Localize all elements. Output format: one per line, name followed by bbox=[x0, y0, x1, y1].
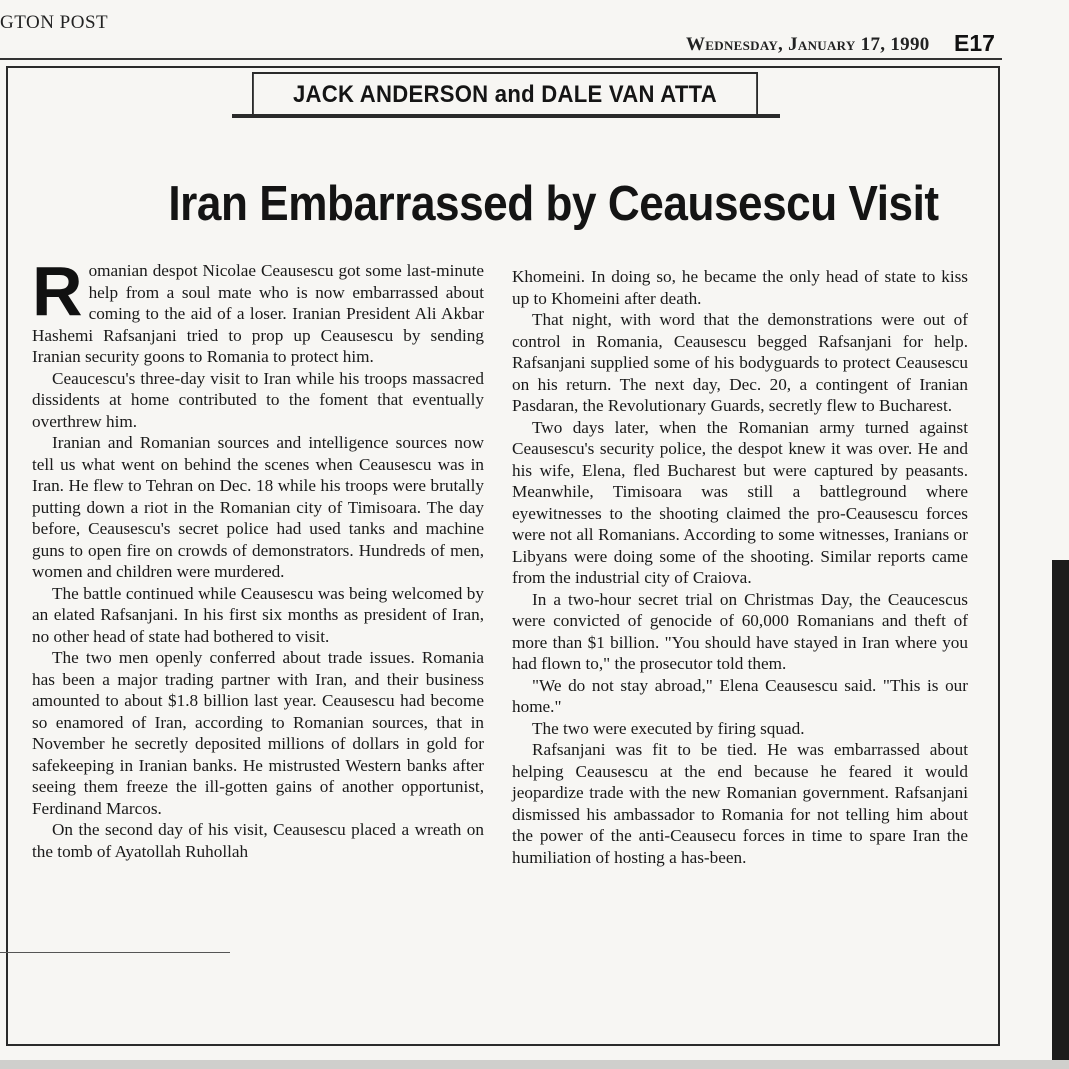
article-paragraph-continued: Khomeini. In doing so, he became the only head of state to kiss up to Khomeini after death. bbox=[512, 267, 968, 308]
article-column-left bbox=[32, 252, 484, 862]
article-paragraph: The battle continued while Ceausescu was being welcomed by an elated Rafsanjani. In his first six months as president of Iran, no other head of state had bothered to visit. bbox=[32, 583, 484, 646]
article-paragraph: Iranian and Romanian sources and intelligence sources now tell us what went on behind the scenes when Ceausescu was in Iran. He flew to Tehran on Dec. 18 while his troops were brutally putting down a riot in the Romanian city of Timisoara. The day before, Ceausescu's secret police had used tanks and machine guns to open fire on crowds of demonstrators. Hundreds of men, women and children were murdered. bbox=[32, 433, 484, 581]
drop-cap: R bbox=[32, 252, 83, 330]
article-paragraph: The two were executed by firing squad. bbox=[532, 718, 805, 738]
masthead-rule bbox=[0, 58, 1002, 60]
article-column-right bbox=[512, 266, 968, 868]
column-byline: JACK ANDERSON and DALE VAN ATTA bbox=[252, 72, 758, 118]
article-headline: Iran Embarrassed by Ceausescu Visit bbox=[168, 177, 939, 231]
article-paragraph: On the second day of his visit, Ceausescu placed a wreath on the tomb of Ayatollah Ruhollah bbox=[32, 820, 484, 861]
scan-bottom-edge bbox=[0, 1060, 1069, 1069]
article-paragraph: Rafsanjani was fit to be tied. He was embarrassed about helping Ceausescu at the end because he feared it would jeopardize trade with the new Romanian government. Rafsanjani dismissed his ambassador to Romania for not telling him about the power of the anti-Ceausecu forces in time to spare Iran the humiliation of hosting a has-been. bbox=[512, 740, 968, 867]
article-paragraph: In a two-hour secret trial on Christmas Day, the Ceaucescus were convicted of genocide of 60,000 Romanians and theft of more than $1 billion. "You should have stayed in Iran where you had flown to," the prosecutor told them. bbox=[512, 589, 968, 673]
publication-date: Wednesday, January 17, 1990 bbox=[686, 34, 930, 55]
article-paragraph: Two days later, when the Romanian army turned against Ceausescu's security police, the despot knew it was over. He and his wife, Elena, fled Bucharest but were captured by peasants. Meanwhile, Timisoara was still a battleground where eyewitnesses to the shooting claimed the pro-Ceausescu forces were not all Romanians. According to some witnesses, Iranians or Libyans were doing some of the shooting. Similar reports came from the industrial city of Craiova. bbox=[512, 417, 968, 587]
article-paragraph: The two men openly conferred about trade issues. Romania has been a major trading partner with Iran, and their business amounted to about $1.8 billion last year. Ceausescu had become so enamored of Iran, according to Romanian sources, that in November he secretly deposited millions of dollars in gold for safekeeping in Iranian banks. He mistrusted Western banks after seeing them freeze the ill-gotten gains of another opportunist, Ferdinand Marcos. bbox=[32, 648, 484, 818]
newspaper-name: GTON POST bbox=[0, 12, 109, 33]
article-paragraph: "We do not stay abroad," Elena Ceausescu said. "This is our home." bbox=[512, 675, 968, 716]
scan-stray-line bbox=[0, 952, 230, 953]
article-paragraph: That night, with word that the demonstrations were out of control in Romania, Ceausescu begged Rafsanjani for help. Rafsanjani supplied some of his bodyguards to protect Ceausescu on his return. The next day, Dec. 20, a contingent of Iranian Pasdaran, the Revolutionary Guards, secretly flew to Bucharest. bbox=[512, 310, 968, 415]
article-paragraph bbox=[32, 252, 484, 368]
page-number: E17 bbox=[954, 30, 995, 56]
article-paragraph: Ceaucescu's three-day visit to Iran while his troops massacred dissidents at home contributed to the foment that eventually overthrew him. bbox=[32, 368, 484, 431]
lead-paragraph-text: omanian despot Nicolae Ceausescu got some last-minute help from a soul mate who is now embarrassed about coming to the aid of a loser. Iranian President Ali Akbar Hashemi Rafsanjani tried to prop up Ceausescu by sending Iranian security goons to Romania to protect him. bbox=[32, 261, 484, 366]
byline-underline bbox=[232, 114, 780, 118]
scan-edge-shadow bbox=[1052, 560, 1069, 1069]
